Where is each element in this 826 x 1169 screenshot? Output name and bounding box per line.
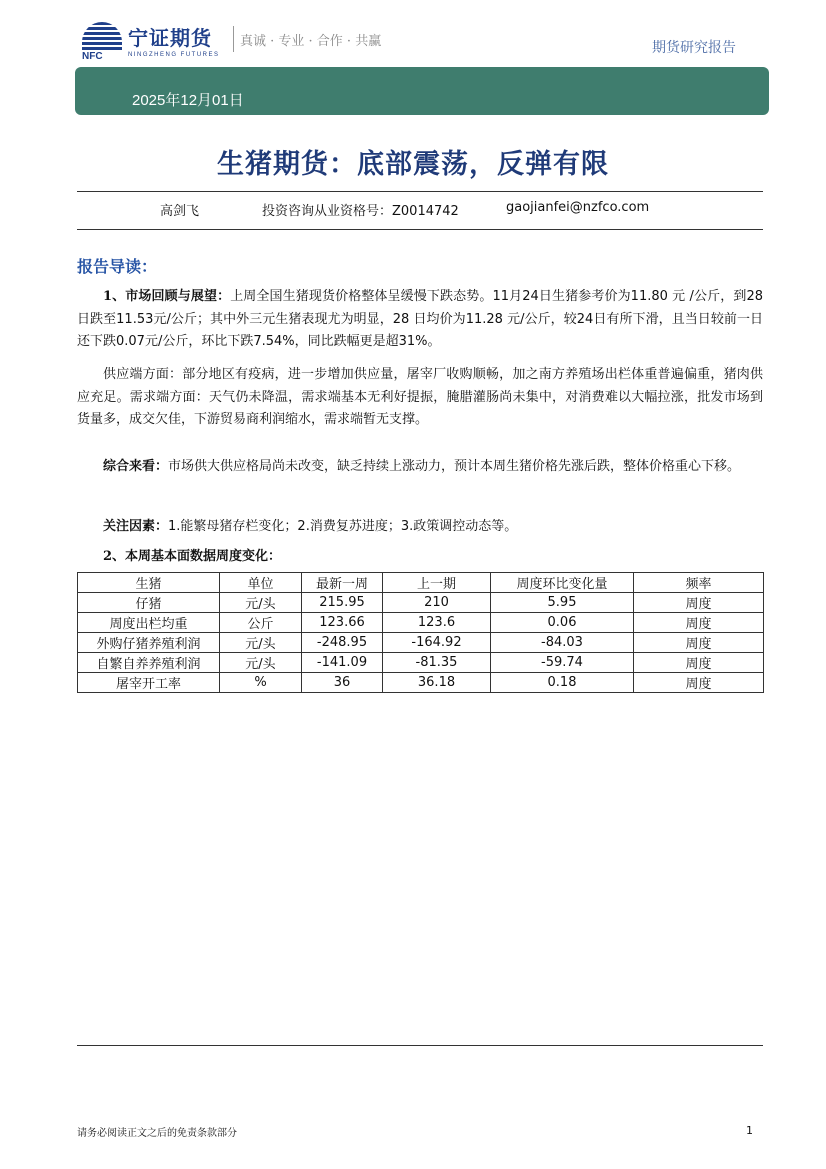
table-row <box>78 593 764 613</box>
table-row <box>78 653 764 673</box>
section-heading: 2、本周基本面数据周度变化： <box>103 549 282 564</box>
para-text: 供应端方面：部分地区有疫病，进一步增加供应量，屠宰厂收购顺畅，加之南方养殖场出栏体重普遍偏重，猪肉供应充足。需求端方面：天气仍未降温，需求端基本无利好提振，腌腊灌肠尚未集中，对消费难以大幅拉涨，批发市场到货量多，成交欠佳，下游贸易商利润缩水，需求端暂无支撑。 <box>77 367 763 427</box>
table-cell: 元/头 <box>220 633 302 653</box>
table-cell: 屠宰开工率 <box>78 673 220 693</box>
table-cell: 36 <box>302 673 383 693</box>
table-cell: 单位 <box>220 573 302 593</box>
table-cell: 上一期 <box>383 573 491 593</box>
footer-disclaimer: 请务必阅读正文之后的免责条款部分 <box>77 1128 237 1139</box>
market-review-paragraph <box>77 286 763 354</box>
table-cell: 生猪 <box>78 573 220 593</box>
report-type: 期货研究报告 <box>652 40 736 56</box>
table-cell: -81.35 <box>383 653 491 673</box>
table-cell: 频率 <box>634 573 764 593</box>
logo-cn: 宁证期货 <box>128 26 212 50</box>
table-cell: 元/头 <box>220 653 302 673</box>
table-cell: 210 <box>383 593 491 613</box>
report-date: 2025年12月01日 <box>132 92 244 109</box>
table-cell: 公斤 <box>220 613 302 633</box>
divider <box>77 191 763 192</box>
table-cell: 0.06 <box>491 613 634 633</box>
focus-paragraph <box>77 516 763 539</box>
page-number: 1 <box>746 1124 753 1137</box>
table-cell: -248.95 <box>302 633 383 653</box>
table-cell: -141.09 <box>302 653 383 673</box>
author-name: 高剑飞 <box>160 204 200 219</box>
table-cell: 周度 <box>634 673 764 693</box>
table-header-row <box>78 573 764 593</box>
table-cell: 最新一周 <box>302 573 383 593</box>
table-cell: -84.03 <box>491 633 634 653</box>
table-cell: 周度出栏均重 <box>78 613 220 633</box>
table-cell: 123.66 <box>302 613 383 633</box>
table-cell: 5.95 <box>491 593 634 613</box>
para-text: 上周全国生猪现货价格整体呈缓慢下跌态势。11月24日生猪参考价为11.80 元 /公斤，到28日跌至11.53元/公斤；其中外三元生猪表现尤为明显，28 日均价为11.28 元/公斤，较24日有所下滑，且当日较前一日还下跌0.07元/公斤，环比下跌7.54%，同比跌幅更是超31%。 <box>77 289 763 349</box>
company-logo <box>82 22 242 62</box>
para-label: 关注因素： <box>103 519 169 534</box>
table-cell: 周度 <box>634 633 764 653</box>
summary-paragraph <box>77 456 763 479</box>
table-cell: 123.6 <box>383 613 491 633</box>
table-row <box>78 673 764 693</box>
logo-en: NINGZHENG FUTURES <box>128 52 220 58</box>
table-cell: 215.95 <box>302 593 383 613</box>
table-cell: 仔猪 <box>78 593 220 613</box>
supply-demand-paragraph <box>77 364 763 432</box>
divider <box>77 229 763 230</box>
table-row <box>78 613 764 633</box>
page-title: 生猪期货：底部震荡，反弹有限 <box>217 149 609 180</box>
para-label: 综合来看： <box>103 459 169 474</box>
table-cell: 周度环比变化量 <box>491 573 634 593</box>
table-cell: 周度 <box>634 653 764 673</box>
section-heading: 报告导读： <box>77 257 158 276</box>
fundamentals-table <box>77 572 764 693</box>
logo-mark-icon <box>82 22 122 50</box>
author-email[interactable]: gaojianfei@nzfco.com <box>506 200 650 215</box>
table-cell: 周度 <box>634 613 764 633</box>
author-license: 投资咨询从业资格号：Z0014742 <box>262 204 459 219</box>
para-text: 市场供大供应格局尚未改变，缺乏持续上涨动力，预计本周生猪价格先涨后跌，整体价格重心下移。 <box>168 459 741 474</box>
table-row <box>78 633 764 653</box>
slogan: 真诚 · 专业 · 合作 · 共赢 <box>240 34 382 49</box>
table-cell: 周度 <box>634 593 764 613</box>
table-cell: -164.92 <box>383 633 491 653</box>
table-cell: 外购仔猪养殖利润 <box>78 633 220 653</box>
table-cell: 36.18 <box>383 673 491 693</box>
para-label: 1、市场回顾与展望： <box>103 289 231 304</box>
logo-abbr: NFC <box>82 51 103 62</box>
para-text: 1.能繁母猪存栏变化；2.消费复苏进度；3.政策调控动态等。 <box>168 519 518 534</box>
table-cell: -59.74 <box>491 653 634 673</box>
table-cell: 自繁自养养殖利润 <box>78 653 220 673</box>
table-cell: 0.18 <box>491 673 634 693</box>
header-divider <box>233 26 234 52</box>
table-cell: 元/头 <box>220 593 302 613</box>
divider <box>77 1045 763 1046</box>
table-cell: % <box>220 673 302 693</box>
